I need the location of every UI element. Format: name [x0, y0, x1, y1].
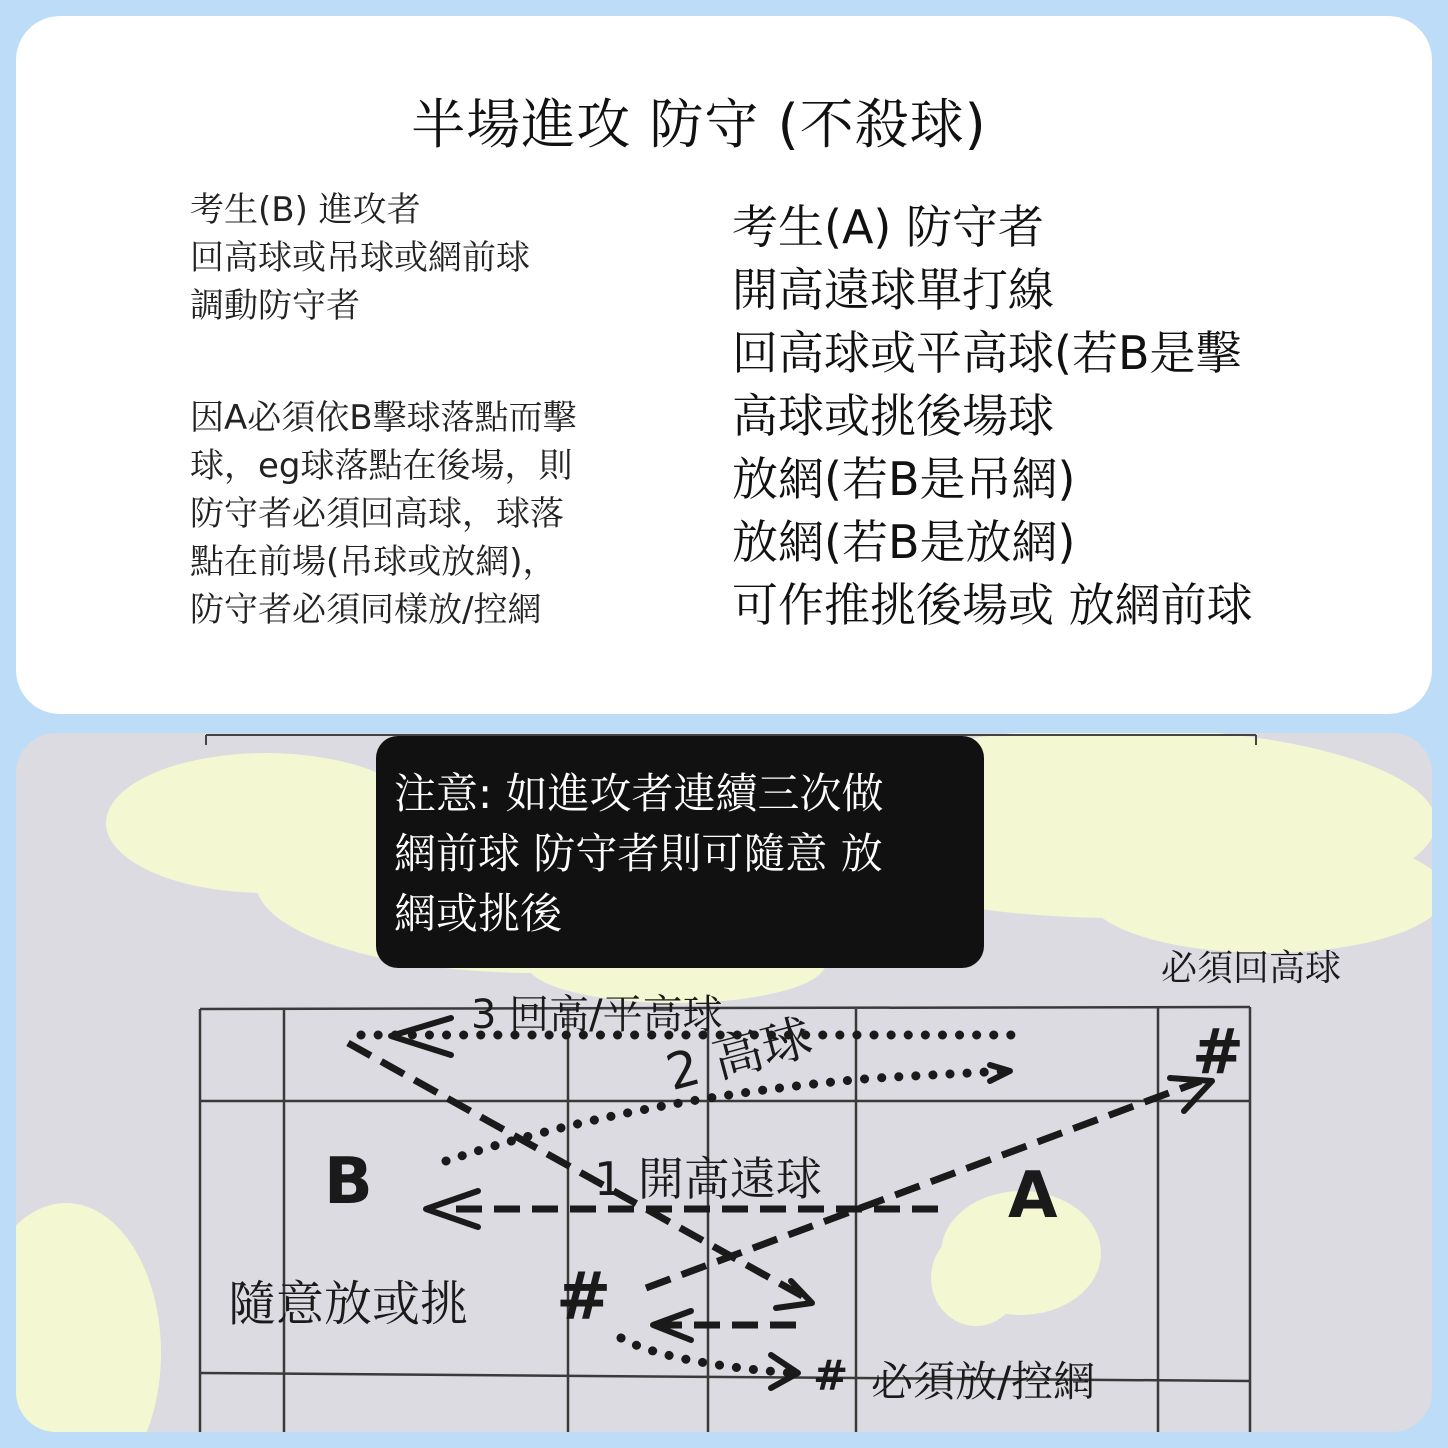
defender-line: 放網(若B是放網)	[732, 515, 1076, 569]
court-diagram-photo	[16, 733, 1432, 1432]
hash-mark-front-left: #	[556, 1258, 612, 1335]
arrow-head-high	[990, 1065, 1010, 1081]
player-b-label: B	[324, 1145, 373, 1219]
label-open-high-long: 1 開高遠球	[594, 1152, 822, 1206]
arrow-head-left-top	[391, 1018, 451, 1055]
explanation-line: 防守者必須同樣放/控網	[190, 590, 542, 630]
defender-line: 開高遠球單打線	[732, 263, 1054, 317]
attacker-line: 回高球或吊球或網前球	[190, 238, 530, 278]
attacker-line: 考生(B) 進攻者	[190, 190, 421, 230]
hash-mark-net: #	[813, 1351, 849, 1400]
note-line: 注意: 如進攻者連續三次做	[394, 769, 884, 818]
attacker-explanation	[190, 394, 670, 634]
defender-column	[732, 196, 1372, 637]
defender-line: 高球或挑後場球	[732, 389, 1054, 443]
explanation-line: 球，eg球落點在後場，則	[190, 446, 573, 486]
attacker-line: 調動防守者	[190, 286, 360, 326]
attacker-role	[190, 186, 670, 330]
explanation-line: 防守者必須回高球，球落	[190, 494, 564, 534]
label-return-high-flat: 3 回高/平高球	[471, 992, 723, 1038]
defender-line: 放網(若B是吊網)	[732, 452, 1076, 506]
player-a-label: A	[1008, 1159, 1058, 1233]
label-must-return-high: 必須回高球	[1161, 948, 1342, 989]
note-box	[376, 736, 984, 968]
page-title: 半場進攻 防守 (不殺球)	[411, 93, 987, 156]
explanation-line: 點在前場(吊球或放網)，	[190, 542, 557, 582]
label-free-choice: 隨意放或挑	[228, 1276, 469, 1332]
label-high-ball: 2 高球	[660, 1007, 818, 1103]
defender-line: 回高球或平高球(若B是擊	[732, 326, 1242, 380]
dotted-net-shot	[621, 1338, 791, 1373]
note-line: 網前球 防守者則可隨意 放	[394, 829, 883, 878]
defender-line: 考生(A) 防守者	[732, 200, 1044, 254]
attacker-column	[190, 186, 670, 634]
note-text	[394, 764, 974, 944]
defender-line: 可作推挑後場或 放網前球	[732, 578, 1253, 632]
hash-mark-back: #	[1192, 1015, 1244, 1088]
label-must-net: 必須放/控網	[871, 1357, 1096, 1406]
explanation-line: 因A必須依B擊球落點而擊	[190, 398, 577, 438]
instructions-card	[16, 16, 1432, 714]
note-line: 網或挑後	[394, 889, 563, 938]
